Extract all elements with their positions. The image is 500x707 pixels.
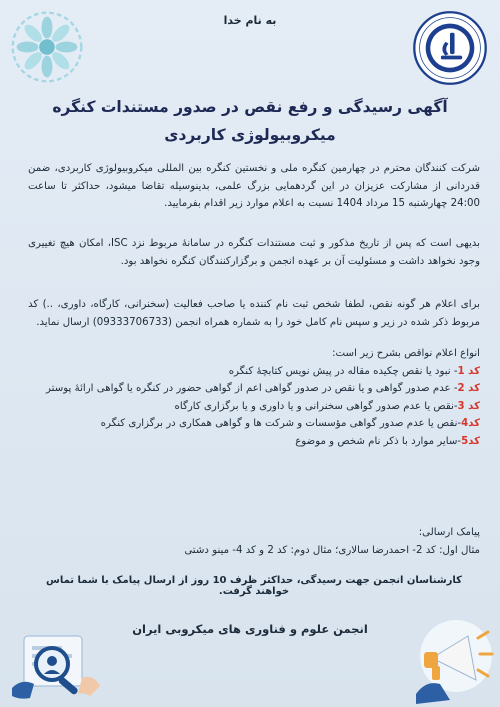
code-label: کد 2 (457, 383, 480, 394)
notice-paragraph: بدیهی است که پس از تاریخ مذکور و ثبت مستندات کنگره در سامانهٔ مربوط نزد ISC، امکان هیچ تغییری وجود نخواهد داشت و مسئولیت آن بر عهده انجمن و برگزارکنندگان کنگره نخواهد بود. (28, 238, 480, 267)
code-label: کد 1 (457, 365, 480, 377)
sms-heading: پیامک ارسالی: (418, 527, 480, 538)
list-item (28, 433, 480, 451)
list-heading: انواع اعلام نواقص بشرح زیر است: (332, 348, 480, 359)
code-description: -نقص یا عدم صدور گواهی مؤسسات و شرکت ها و گواهی همکاری در برگزاری کنگره (100, 418, 462, 429)
basmala-heading: به نام خدا (223, 14, 277, 27)
sms-section (28, 524, 480, 559)
code-label: کد 3 (457, 400, 480, 412)
list-item (28, 415, 480, 433)
code-description: - عدم صدور گواهی و یا نقص در صدور گواهی اعم از گواهی حضور در کنگره یا گواهی ارائهٔ پوستر (46, 383, 458, 394)
code-description: - نبود یا نقص چکیده مقاله در پیش نویس کتابچهٔ کنگره (228, 365, 458, 377)
defect-codes-list (28, 345, 480, 450)
megaphone-illustration-icon (410, 598, 496, 704)
code-description: -سایر موارد با ذکر نام شخص و موضوع (295, 435, 462, 447)
instruction-paragraph: برای اعلام هر گونه نقص، لطفا شخص ثبت نام کننده یا صاحب فعالیت (سخنرانی، کارگاه، داوری، ..) کد مربوط ذکر شده در زیر و سپس نام کامل خود را به شماره همراه انجمن (09333706733) ارسال نماید. (28, 299, 480, 328)
document-review-illustration-icon (4, 618, 114, 704)
title-line-2: میکروبیولوژی کاربردی (164, 126, 336, 144)
intro-paragraph: شرکت کنندگان محترم در چهارمین کنگره ملی و نخستین کنگره بین المللی میکروبیولوژی کاربردی، ضمن قدردانی از مشارکت عزیزان در این گردهمایی بزرگ علمی، بدینوسیله تقاضا میشود، حداکثر تا ساعت 24:00 چهارشنبه 15 مرداد 1404 نسبت به اعلام موارد زیر اقدام بفرمایید. (28, 163, 480, 209)
list-item (28, 398, 480, 416)
code-label: کد5 (461, 435, 480, 447)
title-line-1: آگهی رسیدگی و رفع نقص در صدور مستندات کنگره (52, 98, 448, 116)
announcement-title (40, 93, 460, 149)
list-item (28, 380, 480, 398)
list-item (28, 363, 480, 381)
code-label: کد4 (461, 418, 480, 429)
society-name-footer: انجمن علوم و فناوری های میکروبی ایران (132, 622, 368, 636)
follow-up-note: کارشناسان انجمن جهت رسیدگی، حداکثر ظرف 10 روز از ارسال پیامک با شما تماس خواهند گرفت. (46, 575, 462, 597)
sms-example: مثال اول: کد 2- احمدرضا سالاری؛ مثال دوم: کد 2 و کد 4- مینو دشتی (184, 544, 480, 556)
code-description: -نقص یا عدم صدور گواهی سخنرانی و یا داوری و یا برگزاری کارگاه (174, 400, 458, 412)
